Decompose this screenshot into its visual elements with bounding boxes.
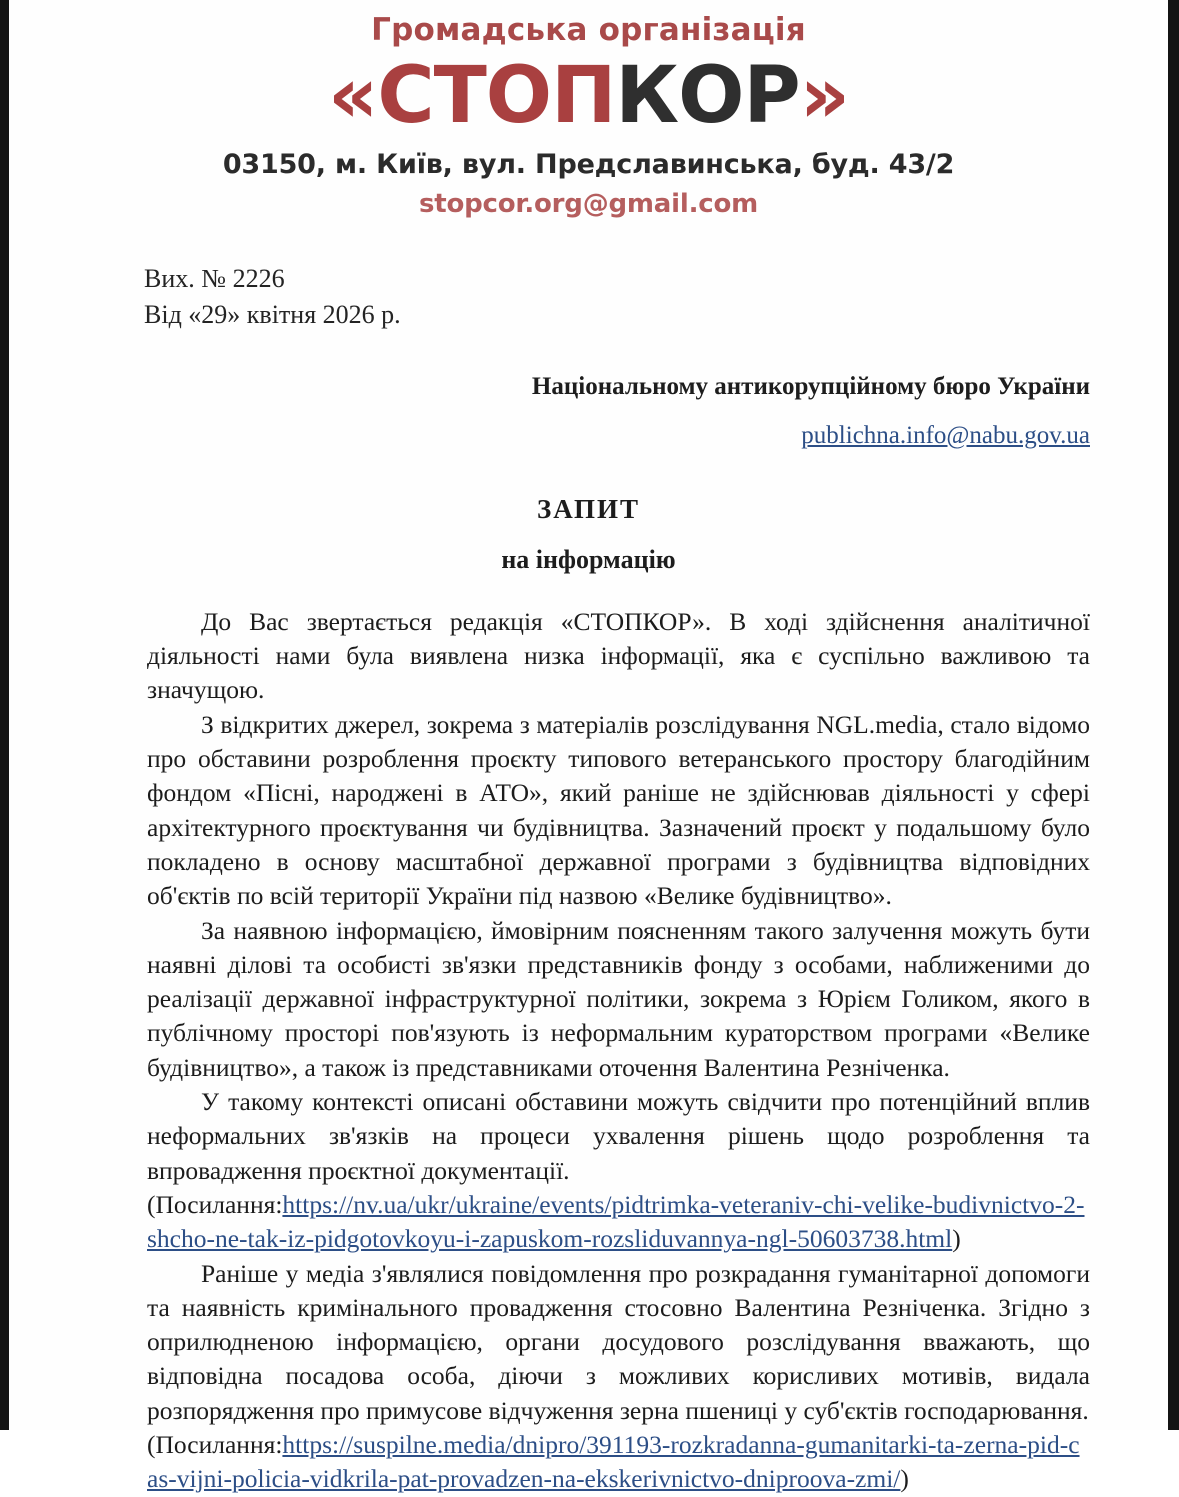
body-paragraph-3: За наявною інформацією, ймовірним поясненням такого залучення можуть бути наявні ділові та особисті зв'язки представників фонду з особами, наближеними до реалізації державної інфраструктурної політики, зокрема з Юрієм Голиком, якого в публічному просторі пов'язують із неформальним кураторством програми «Велике будівництво», а також із представниками оточення Валентина Резніченка.: [147, 915, 1090, 1082]
source-2-suffix: ): [900, 1464, 909, 1494]
document-body: [147, 605, 1090, 1497]
scan-edge-artifact-right: [1168, 0, 1179, 1430]
source-1-suffix: ): [952, 1224, 961, 1254]
source-2-prefix: (Посилання:: [147, 1429, 283, 1459]
addressee-email-link[interactable]: publichna.info@nabu.gov.ua: [801, 421, 1090, 449]
page-title: ЗАПИТ: [536, 493, 641, 524]
body-paragraph-5: Раніше у медіа з'являлися повідомлення про розкрадання гуманітарної допомоги та наявність кримінального провадження стосовно Валентина Резніченка. Згідно з оприлюдненою інформацією, органи досудового розслідування вважають, що відповідна посадова особа, діючи з можливих корисливих мотивів, видала розпорядження про примусове відчуження зерна пшениці у суб'єктів господарювання.: [147, 1258, 1090, 1425]
source-reference-1: [147, 1188, 1090, 1257]
source-reference-2: [147, 1428, 1090, 1497]
outgoing-number: Вих. № 2226: [144, 264, 285, 294]
source-1-prefix: (Посилання:: [147, 1189, 283, 1219]
letterhead: [9, 0, 1168, 219]
organization-logo-name: [9, 51, 1168, 141]
document-sheet: [9, 0, 1168, 1494]
body-paragraph-4: У такому контексті описані обставини можуть свідчити про потенційний вплив неформальних зв'язків на процеси ухвалення рішень щодо розроблення та впровадження проєктної документації.: [147, 1087, 1090, 1185]
organization-address: 03150, м. Київ, вул. Предславинська, буд. 43/2: [222, 149, 955, 181]
organization-email: stopcor.org@gmail.com: [418, 189, 759, 220]
logo-stop-part: СТОП: [377, 51, 616, 141]
body-paragraph-2: З відкритих джерел, зокрема з матеріалів розслідування NGL.media, стало відомо про обставини розроблення проєкту типового ветеранського простору благодійним фондом «Пісні, народжені в АТО», який раніше не здійснював діяльності у сфері архітектурного проєктування чи будівництва. Зазначений проєкт у подальшому було покладено в основу масштабної державної програми з будівництва відповідних об'єктів по всій території України під назвою «Велике будівництво».: [147, 709, 1090, 911]
reference-block: [144, 261, 1168, 333]
source-2-url-link[interactable]: https://suspilne.media/dnipro/391193-rozkradanna-gumanitarki-ta-zerna-pid-cas-vijni-policia-vidkrila-pat-provadzen-na-ekskerivnictvo-dniproova-zmi/: [147, 1429, 1080, 1494]
page-subtitle: на інформацію: [501, 544, 676, 574]
scan-edge-artifact-left: [0, 0, 9, 1430]
logo-kor-part: КОР: [615, 51, 800, 141]
source-1-url-link[interactable]: https://nv.ua/ukr/ukraine/events/pidtrimka-veteraniv-chi-velike-budivnictvo-2-shcho-ne-tak-iz-pidgotovkoyu-i-zapuskom-rozsliduvannya-ngl-50603738.html: [147, 1189, 1085, 1254]
body-paragraph-1: До Вас звертається редакція «СТОПКОР». В ході здійснення аналітичної діяльності нами була виявлена низка інформації, яка є суспільно важливою та значущою.: [147, 606, 1090, 705]
document-date: Від «29» квітня 2026 р.: [144, 299, 401, 329]
organization-type-label: Громадська організація: [371, 12, 806, 48]
logo-close-quote: »: [799, 51, 850, 141]
addressee-organization: Національному антикорупційному бюро України: [531, 372, 1090, 400]
logo-open-quote: «: [327, 51, 378, 141]
